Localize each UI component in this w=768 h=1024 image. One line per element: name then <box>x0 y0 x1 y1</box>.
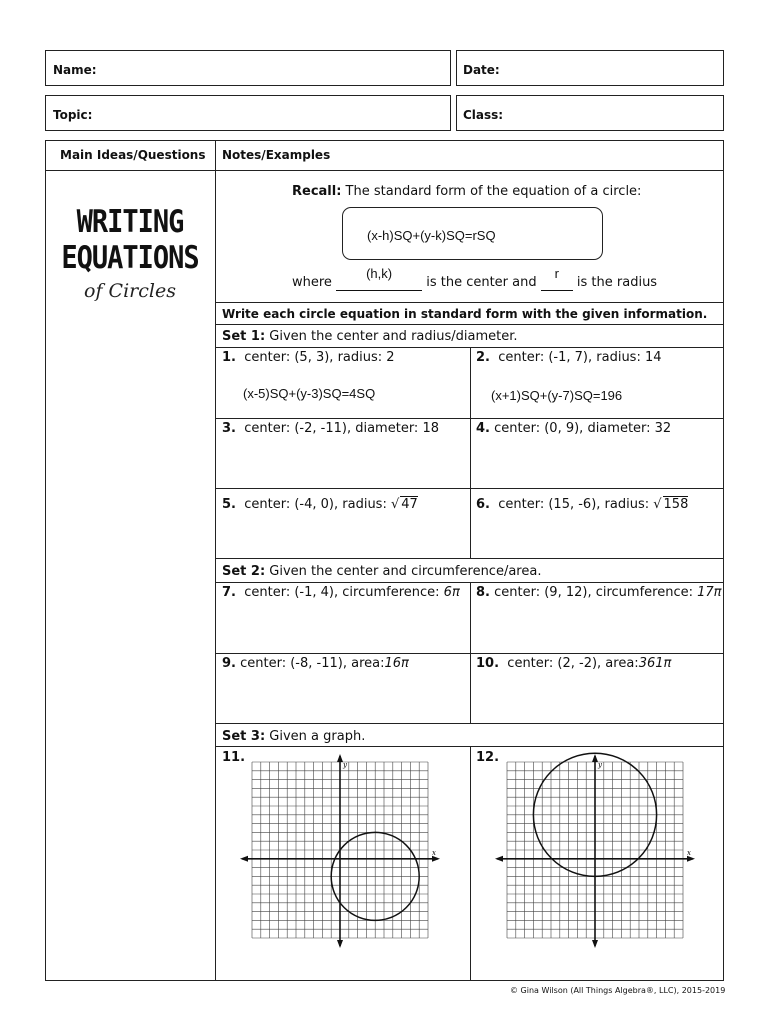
divider <box>215 302 724 303</box>
problem-1-answer: (x-5)SQ+(y-3)SQ=4SQ <box>243 386 376 401</box>
equation-box <box>342 207 603 260</box>
date-label: Date: <box>463 63 500 77</box>
problem-10 <box>476 656 671 671</box>
y-axis-label: y <box>343 761 347 769</box>
divider <box>215 653 724 654</box>
problem-11-number: 11. <box>222 750 246 765</box>
problem-text: center: (15, -6), radius: <box>498 497 650 512</box>
set2-heading <box>222 564 541 579</box>
date-field[interactable] <box>456 50 724 86</box>
x-axis-label: x <box>687 848 691 857</box>
x-axis-arrow-left <box>240 856 248 862</box>
problem-number: 5. <box>222 497 236 512</box>
recall-bold: Recall: <box>292 184 342 199</box>
divider <box>215 488 724 489</box>
name-field[interactable] <box>45 50 451 86</box>
notes-examples-header: Notes/Examples <box>222 148 331 162</box>
problem-6: 6. center: (15, -6), radius: √ 158 <box>476 497 689 512</box>
set1-text: Given the center and radius/diameter. <box>265 329 518 344</box>
problem-1 <box>222 350 395 365</box>
where-text: where <box>292 275 332 290</box>
problem-text: center: (2, -2), area: <box>507 656 639 671</box>
problem-tail: 361π <box>638 656 672 671</box>
center-text: is the center and <box>426 275 537 290</box>
x-axis-label: x <box>432 848 436 857</box>
class-field[interactable] <box>456 95 724 131</box>
copyright-footer: © Gina Wilson (All Things Algebra®, LLC), 2015-2019 <box>510 986 726 995</box>
problem-text: center: (9, 12), circumference: <box>494 585 693 600</box>
problem-tail: 17π <box>697 585 722 600</box>
problem-text: center: (0, 9), diameter: 32 <box>494 421 672 436</box>
recall-text: The standard form of the equation of a circle: <box>341 184 642 199</box>
problem-text: center: (-1, 4), circumference: <box>244 585 440 600</box>
y-axis-arrow-down <box>337 940 343 948</box>
problem-number: 7. <box>222 585 236 600</box>
problem-divider <box>470 347 471 558</box>
problem-number: 4. <box>476 421 490 436</box>
problem-8 <box>476 585 722 600</box>
problem-9 <box>222 656 409 671</box>
problem-7 <box>222 585 460 600</box>
problem-2-answer: (x+1)SQ+(y-7)SQ=196 <box>491 388 623 403</box>
problem-text: center: (-1, 7), radius: 14 <box>498 350 662 365</box>
main-ideas-header: Main Ideas/Questions <box>60 148 206 162</box>
divider <box>215 558 724 559</box>
set3-heading <box>222 729 365 744</box>
problem-3 <box>222 421 439 436</box>
graph-11 <box>238 750 450 956</box>
topic-label: Topic: <box>53 108 93 122</box>
column-divider <box>215 140 216 981</box>
header-row-divider <box>45 170 724 171</box>
y-axis-label: y <box>598 761 602 769</box>
radicand: 47 <box>401 497 418 512</box>
center-blank-answer: (h,k) <box>366 266 393 281</box>
divider <box>215 723 724 724</box>
center-blank[interactable] <box>336 266 422 291</box>
problem-2 <box>476 350 662 365</box>
problem-text: center: (-4, 0), radius: <box>244 497 387 512</box>
set1-heading <box>222 329 518 344</box>
problem-tail: 6π <box>443 585 460 600</box>
problem-number: 10. <box>476 656 500 671</box>
title-of-circles: of Circles <box>84 279 176 302</box>
x-axis-arrow-left <box>495 856 503 862</box>
set3-text: Given a graph. <box>265 729 366 744</box>
problem-text: center: (5, 3), radius: 2 <box>244 350 395 365</box>
standard-equation: (x-h)SQ+(y-k)SQ=rSQ <box>367 228 496 243</box>
radius-blank-answer: r <box>554 266 559 281</box>
radius-blank[interactable] <box>541 266 573 291</box>
instruction-text: Write each circle equation in standard form with the given information. <box>222 307 708 321</box>
set1-bold: Set 1: <box>222 329 266 344</box>
problem-5: 5. center: (-4, 0), radius: √ 47 <box>222 497 418 512</box>
problem-number: 6. <box>476 497 490 512</box>
problem-text: center: (-2, -11), diameter: 18 <box>244 421 439 436</box>
title-equations: EQUATIONS <box>61 241 199 277</box>
divider <box>215 324 724 325</box>
topic-field[interactable] <box>45 95 451 131</box>
recall-line <box>292 184 641 199</box>
title-writing: WRITING <box>76 204 184 241</box>
y-axis-arrow-down <box>592 940 598 948</box>
problem-4 <box>476 421 671 436</box>
graph-12 <box>493 750 697 956</box>
where-line <box>292 266 658 291</box>
class-label: Class: <box>463 108 504 122</box>
problem-number: 3. <box>222 421 236 436</box>
problem-number: 8. <box>476 585 490 600</box>
radius-text: is the radius <box>576 275 658 290</box>
problem-text: center: (-8, -11), area: <box>240 656 385 671</box>
problem-tail: 16π <box>384 656 409 671</box>
set3-bold: Set 3: <box>222 729 266 744</box>
set2-bold: Set 2: <box>222 564 266 579</box>
worksheet-title <box>46 205 214 302</box>
set2-text: Given the center and circumference/area. <box>265 564 542 579</box>
problem-divider <box>470 746 471 981</box>
divider <box>215 418 724 419</box>
problem-12-number: 12. <box>476 750 500 765</box>
problem-number: 9. <box>222 656 236 671</box>
problem-number: 1. <box>222 350 236 365</box>
name-label: Name: <box>53 63 97 77</box>
problem-number: 2. <box>476 350 490 365</box>
radicand: 158 <box>663 497 689 512</box>
